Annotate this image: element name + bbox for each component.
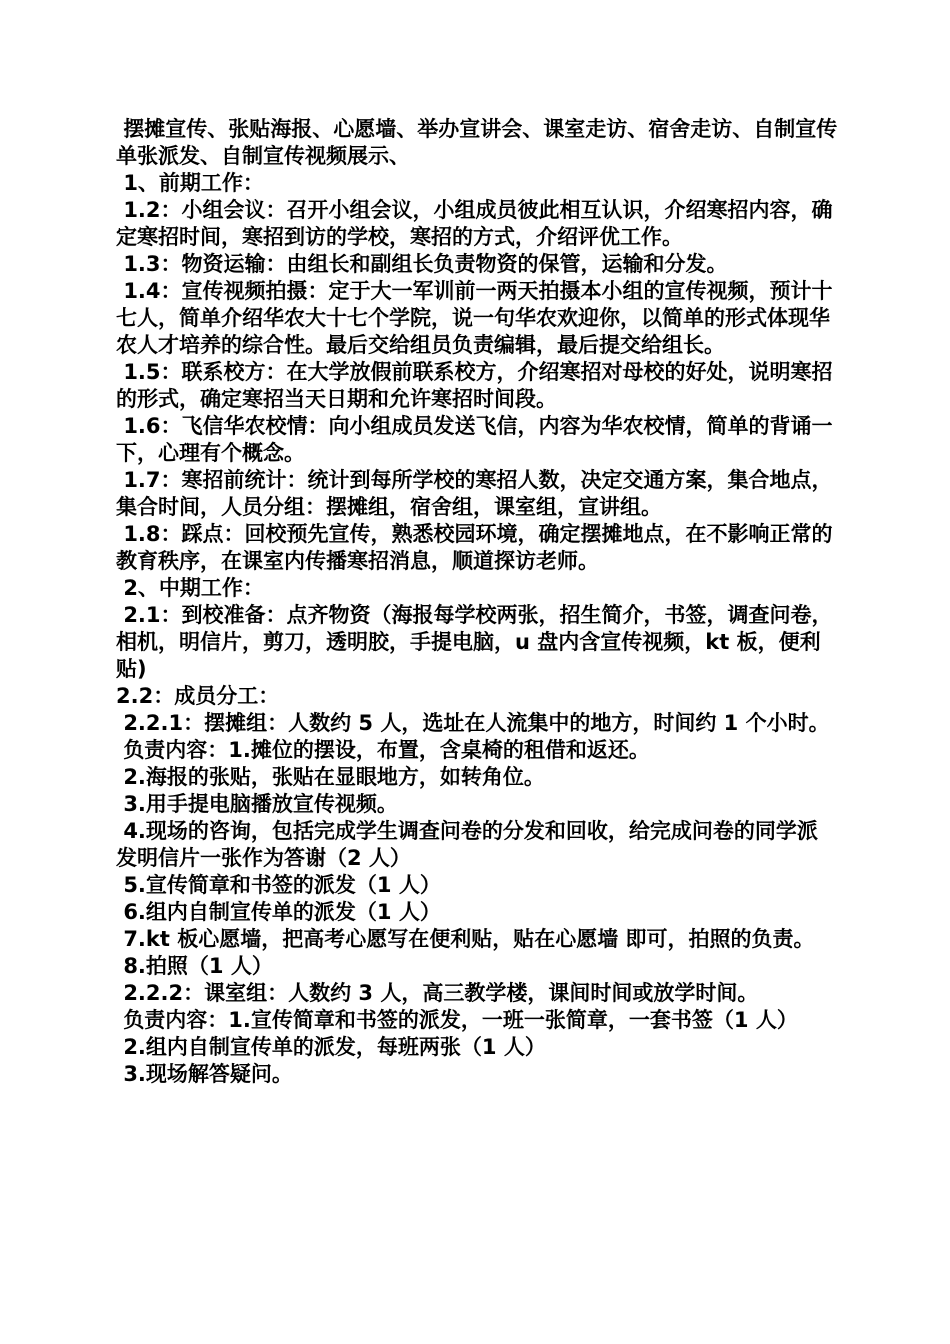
classroom-duty-1: 负责内容：1.宣传简章和书签的派发，一班一张简章，一套书签（1 人） [116,1008,798,1032]
item-1-2-group-meeting: 1.2：小组会议：召开小组会议，小组成员彼此相互认识，介绍寒招内容，确定寒招时间，寒招到访的学校，寒招的方式，介绍评优工作。 [116,198,833,249]
section-heading-early-work: 1、前期工作： [116,171,264,195]
item-2-2-2-classroom-group: 2.2.2：课室组：人数约 3 人，高三教学楼，课间时间或放学时间。 [116,981,759,1005]
stall-duty-2: 2.海报的张贴，张贴在显眼地方，如转角位。 [116,765,545,789]
stall-duty-5: 5.宣传简章和书签的派发（1 人） [116,873,441,897]
item-2-2-1-stall-group: 2.2.1：摆摊组：人数约 5 人，选址在人流集中的地方，时间约 1 个小时。 [116,711,830,735]
document-body [116,116,838,1088]
item-1-8-site-visit: 1.8：踩点：回校预先宣传，熟悉校园环境，确定摆摊地点，在不影响正常的教育秩序，在课室内传播寒招消息，顺道探访老师。 [116,522,833,573]
item-1-5-contact-school: 1.5：联系校方：在大学放假前联系校方，介绍寒招对母校的好处，说明寒招的形式，确定寒招当天日期和允许寒招时间段。 [116,360,833,411]
stall-duty-1: 负责内容：1.摊位的摆设，布置，含桌椅的租借和返还。 [116,738,650,762]
item-1-4-video-shooting: 1.4：宣传视频拍摄：定于大一军训前一两天拍摄本小组的宣传视频，预计十七人，简单介绍华农大十七个学院，说一句华农欢迎你，以简单的形式体现华农人才培养的综合性。最后交给组员负责编辑，最后提交给组长。 [116,279,833,357]
item-1-6-fetion-info: 1.6：飞信华农校情：向小组成员发送飞信，内容为华农校情，简单的背诵一下，心理有个概念。 [116,414,833,465]
item-1-3-material-transport: 1.3：物资运输：由组长和副组长负责物资的保管，运输和分发。 [116,252,728,276]
stall-duty-8: 8.拍照（1 人） [116,954,273,978]
intro-paragraph: 摆摊宣传、张贴海报、心愿墙、举办宣讲会、课室走访、宿舍走访、自制宣传单张派发、自制宣传视频展示、 [116,117,838,168]
item-2-2-division-of-labor: 2.2：成员分工： [116,684,280,708]
section-heading-middle-work: 2、中期工作： [116,576,264,600]
classroom-duty-3: 3.现场解答疑问。 [116,1062,293,1086]
item-1-7-statistics: 1.7：寒招前统计：统计到每所学校的寒招人数，决定交通方案，集合地点，集合时间，人员分组：摆摊组，宿舍组，课室组，宣讲组。 [116,468,833,519]
stall-duty-3: 3.用手提电脑播放宣传视频。 [116,792,398,816]
stall-duty-4: 4.现场的咨询，包括完成学生调查问卷的分发和回收，给完成问卷的同学派发明信片一张作为答谢（2 人） [116,819,818,870]
item-2-1-preparation: 2.1：到校准备：点齐物资（海报每学校两张，招生简介，书签，调查问卷，相机，明信片，剪刀，透明胶，手提电脑，u 盘内含宣传视频，kt 板，便利贴) [116,603,833,681]
stall-duty-6: 6.组内自制宣传单的派发（1 人） [116,900,441,924]
stall-duty-7: 7.kt 板心愿墙，把高考心愿写在便利贴，贴在心愿墙 即可，拍照的负责。 [116,927,815,951]
classroom-duty-2: 2.组内自制宣传单的派发，每班两张（1 人） [116,1035,546,1059]
